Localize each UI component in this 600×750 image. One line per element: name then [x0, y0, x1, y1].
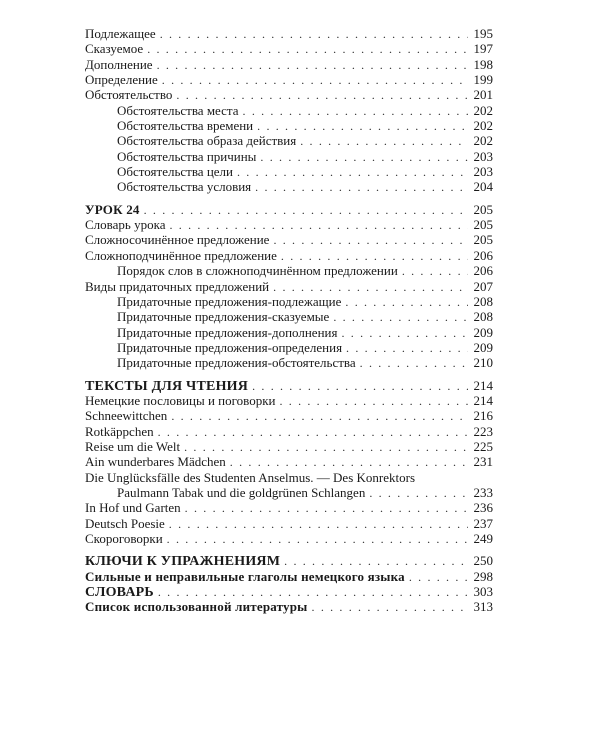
- toc-entry-title: КЛЮЧИ К УПРАЖНЕНИЯМ: [85, 554, 281, 570]
- toc-entry-page: 225: [473, 438, 493, 454]
- toc-entry-page: 303: [473, 584, 493, 600]
- toc-entry-title: ТЕКСТЫ ДЛЯ ЧТЕНИЯ: [85, 378, 249, 394]
- leader-dots: [237, 165, 468, 180]
- leader-dots: [176, 88, 468, 103]
- leader-dots: [273, 233, 468, 248]
- toc-entry[interactable]: [85, 516, 493, 531]
- toc-entry-page: 208: [473, 309, 493, 325]
- toc-entry[interactable]: [85, 485, 493, 500]
- leader-dots: [273, 280, 468, 295]
- toc-entry-page: 198: [473, 56, 493, 72]
- toc-entry-page: 313: [473, 599, 493, 615]
- toc-entry-title: Подлежащее: [85, 26, 156, 41]
- leader-dots: [369, 486, 468, 501]
- leader-dots: [171, 409, 468, 424]
- leader-dots: [158, 585, 468, 600]
- toc-entry-title: Придаточные предложения-сказуемые: [117, 309, 330, 325]
- toc-entry-title: Словарь урока: [85, 217, 166, 233]
- toc-subentry[interactable]: [85, 294, 493, 309]
- toc-entry-title: Определение: [85, 72, 158, 88]
- toc-entry-title: Немецкие пословицы и поговорки: [85, 392, 276, 408]
- toc-entry-page: 206: [473, 263, 493, 279]
- toc-entry-title: Дополнение: [85, 56, 153, 72]
- toc-entry-page: 201: [473, 87, 493, 103]
- toc-entry-page: 209: [473, 324, 493, 340]
- toc-entry-title: Придаточные предложения-подлежащие: [117, 293, 342, 309]
- toc-entry-title: Обстоятельства времени: [117, 118, 254, 134]
- toc-entry-page: 250: [473, 553, 493, 569]
- toc-entry[interactable]: [85, 26, 493, 41]
- toc-entry-page: 202: [473, 133, 493, 149]
- toc-entry-page: 203: [473, 164, 493, 180]
- toc-entry-title: Виды придаточных предложений: [85, 278, 270, 294]
- leader-dots: [312, 600, 468, 615]
- toc-entry-title: Сложносочинённое предложение: [85, 232, 270, 248]
- leader-dots: [167, 532, 468, 547]
- toc-entry-title: Ain wunderbares Mädchen: [85, 454, 226, 470]
- toc-entry[interactable]: [85, 393, 493, 408]
- toc-entry-title: Обстоятельства цели: [117, 164, 233, 180]
- toc-subentry[interactable]: [85, 133, 493, 148]
- toc-entry-page: 233: [473, 484, 493, 500]
- toc-entry[interactable]: [85, 72, 493, 87]
- toc-entry-page: 208: [473, 293, 493, 309]
- toc-subentry[interactable]: [85, 103, 493, 118]
- toc-entry-title: СЛОВАРЬ: [85, 585, 154, 601]
- toc-entry-page: 195: [473, 26, 493, 41]
- leader-dots: [300, 134, 468, 149]
- toc-subentry[interactable]: [85, 263, 493, 278]
- toc-entry-page: 214: [473, 392, 493, 408]
- leader-dots: [360, 356, 468, 371]
- toc-subentry[interactable]: [85, 149, 493, 164]
- toc-entry-title-line2: Paulmann Tabak und die goldgrünen Schlangen: [117, 484, 366, 500]
- toc-entry[interactable]: [85, 248, 493, 263]
- toc-entry[interactable]: [85, 531, 493, 546]
- leader-dots: [185, 501, 468, 516]
- toc-entry-title-line1[interactable]: Die Unglücksfälle des Studenten Anselmus. — Des Konrektors: [85, 469, 416, 485]
- toc-subentry[interactable]: [85, 340, 493, 355]
- toc-entry-title: Обстоятельство: [85, 87, 173, 103]
- toc-entry[interactable]: [85, 408, 493, 423]
- leader-dots: [144, 203, 468, 218]
- toc-entry-page: 203: [473, 148, 493, 164]
- toc-section-heading[interactable]: [85, 553, 493, 568]
- toc-entry-page: 249: [473, 531, 493, 546]
- leader-dots: [160, 27, 468, 42]
- toc-entry-page: 206: [473, 247, 493, 263]
- leader-dots: [346, 341, 468, 356]
- leader-dots: [281, 249, 468, 264]
- toc-entry[interactable]: [85, 424, 493, 439]
- leader-dots: [230, 455, 468, 470]
- toc-entry-title: Обстоятельства условия: [117, 179, 252, 195]
- leader-dots: [341, 326, 468, 341]
- toc-subentry[interactable]: [85, 179, 493, 194]
- leader-dots: [409, 570, 468, 585]
- leader-dots: [162, 73, 468, 88]
- toc-entry-title: Rotkäppchen: [85, 423, 154, 439]
- leader-dots: [157, 58, 468, 73]
- toc-entry[interactable]: [85, 41, 493, 56]
- leader-dots: [169, 517, 468, 532]
- toc-entry-page: 205: [473, 232, 493, 248]
- toc-entry[interactable]: [85, 439, 493, 454]
- toc-entry-title: Обстоятельства причины: [117, 148, 257, 164]
- leader-dots: [333, 310, 468, 325]
- toc-entry-title: Скороговорки: [85, 531, 163, 546]
- toc-entry[interactable]: [85, 57, 493, 72]
- toc-subentry[interactable]: [85, 164, 493, 179]
- toc-entry-title: Сложноподчинённое предложение: [85, 247, 277, 263]
- leader-dots: [279, 394, 468, 409]
- toc-subentry[interactable]: [85, 118, 493, 133]
- toc-entry-page: 205: [473, 201, 493, 217]
- toc-entry-page: 197: [473, 41, 493, 57]
- toc-entry-page: 231: [473, 454, 493, 470]
- leader-dots: [345, 295, 468, 310]
- toc-entry[interactable]: [85, 279, 493, 294]
- toc-entry-title: Придаточные предложения-дополнения: [117, 324, 338, 340]
- toc-entry-page: 207: [473, 278, 493, 294]
- toc-entry-title: Список использованной литературы: [85, 599, 308, 615]
- toc-section-heading[interactable]: [85, 599, 493, 614]
- toc-subentry[interactable]: [85, 355, 493, 370]
- leader-dots: [284, 554, 468, 569]
- toc-entry-title: Порядок слов в сложноподчинённом предложении: [117, 263, 398, 279]
- toc-entry[interactable]: [85, 232, 493, 247]
- toc-entry-page: 237: [473, 515, 493, 531]
- toc-entry-title: Придаточные предложения-определения: [117, 339, 343, 355]
- leader-dots: [169, 218, 468, 233]
- leader-dots: [184, 440, 468, 455]
- toc-entry-page: 209: [473, 339, 493, 355]
- table-of-contents: [85, 26, 493, 615]
- toc-entry-page: 236: [473, 500, 493, 516]
- toc-entry-page: 202: [473, 118, 493, 134]
- toc-entry-page: 216: [473, 408, 493, 424]
- toc-entry-page: 298: [473, 568, 493, 584]
- toc-entry-page: 210: [473, 355, 493, 371]
- toc-entry-title: Deutsch Poesie: [85, 515, 165, 531]
- toc-section-heading[interactable]: [85, 202, 493, 217]
- toc-entry[interactable]: [85, 500, 493, 515]
- toc-entry-page: 204: [473, 179, 493, 195]
- leader-dots: [158, 425, 468, 440]
- toc-entry-title: Сказуемое: [85, 41, 144, 57]
- toc-entry[interactable]: [85, 87, 493, 102]
- leader-dots: [252, 379, 468, 394]
- toc-entry-title: Сильные и неправильные глаголы немецкого языка: [85, 568, 405, 584]
- toc-section-heading[interactable]: [85, 378, 493, 393]
- leader-dots: [243, 104, 468, 119]
- toc-section-heading[interactable]: [85, 569, 493, 584]
- toc-entry-page: 199: [473, 72, 493, 88]
- toc-section-heading[interactable]: [85, 584, 493, 599]
- toc-entry-title: In Hof und Garten: [85, 500, 181, 516]
- leader-dots: [402, 264, 468, 279]
- toc-entry-title: Придаточные предложения-обстоятельства: [117, 355, 356, 371]
- toc-entry-title: Обстоятельства образа действия: [117, 133, 297, 149]
- toc-entry-page: 205: [473, 217, 493, 233]
- toc-entry-title: Reise um die Welt: [85, 438, 181, 454]
- leader-dots: [147, 42, 468, 57]
- toc-entry-title: Schneewittchen: [85, 408, 168, 424]
- leader-dots: [260, 150, 468, 165]
- leader-dots: [255, 180, 468, 195]
- toc-entry-title: Обстоятельства места: [117, 102, 239, 118]
- toc-subentry[interactable]: [85, 325, 493, 340]
- leader-dots: [257, 119, 468, 134]
- toc-entry-page: 202: [473, 102, 493, 118]
- toc-entry[interactable]: [85, 454, 493, 469]
- toc-entry[interactable]: [85, 217, 493, 232]
- toc-entry-page: 223: [473, 423, 493, 439]
- toc-entry-page: 214: [473, 377, 493, 393]
- toc-entry-title: УРОК 24: [85, 201, 140, 217]
- toc-subentry[interactable]: [85, 309, 493, 324]
